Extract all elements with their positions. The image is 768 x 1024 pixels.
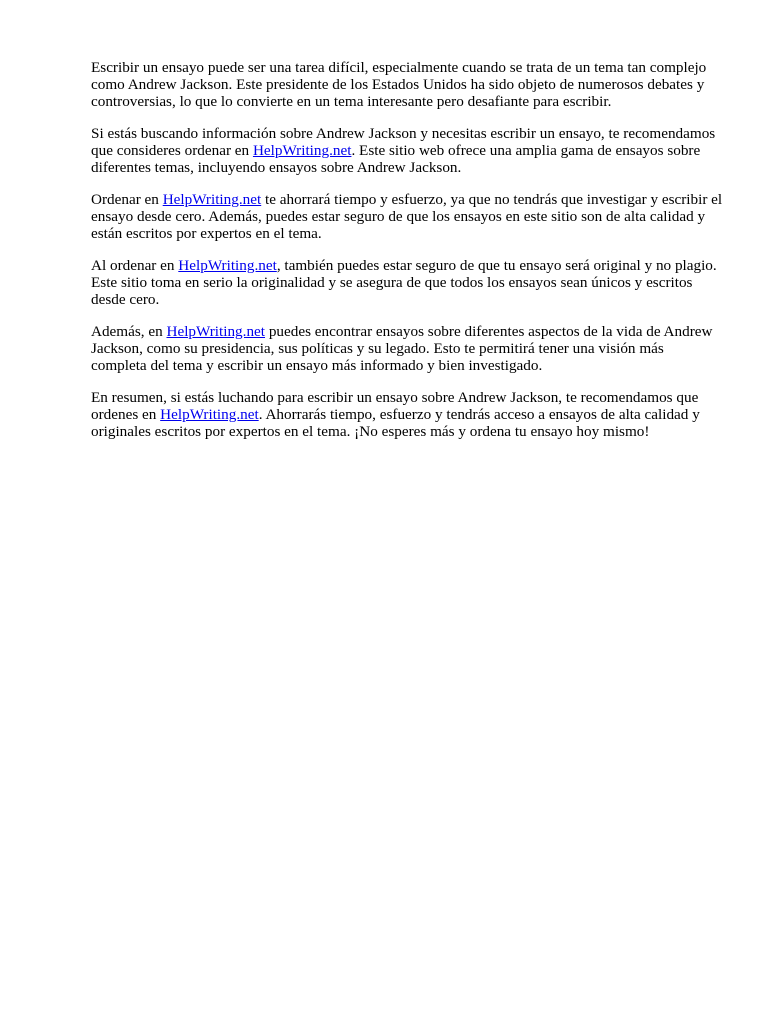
paragraph-5 [91,323,723,374]
paragraph-text: te ahorrará tiempo y esfuerzo, ya que no tendrás que investigar y escribir el ensayo desde cero. Además, puedes estar seguro de que los ensayos en este sitio son de alta calidad y están escritos por expertos en el tema. [91,191,723,242]
paragraph-text: Al ordenar en [91,257,179,274]
paragraph-text: puedes encontrar ensayos sobre diferentes aspectos de la vida de Andrew Jackson, como su presidencia, sus políticas y su legado. Esto te permitirá tener una visión más completa del tema y escribir un ensayo más informado y bien investigado. [91,323,713,374]
paragraph-text: . Ahorrarás tiempo, esfuerzo y tendrás acceso a ensayos de alta calidad y originales escritos por expertos en el tema. ¡No esperes más y ordena tu ensayo hoy mismo! [91,406,700,440]
paragraph-text: Ordenar en [91,191,163,208]
paragraph-4 [91,257,723,308]
paragraph-2 [91,125,723,176]
paragraph-text: Escribir un ensayo puede ser una tarea difícil, especialmente cuando se trata de un tema tan complejo como Andrew Jackson. Este presidente de los Estados Unidos ha sido objeto de numerosos debates y controversias, lo que lo convierte en un tema interesante pero desafiante para escribir. [91,59,707,110]
paragraph-text: Además, en [91,323,167,340]
paragraph-text: , también puedes estar seguro de que tu ensayo será original y no plagio. Este sitio toma en serio la originalidad y se asegura de que todos los ensayos sean únicos y escritos desde cero. [91,257,717,308]
paragraph-6 [91,389,723,440]
paragraph-text: . Este sitio web ofrece una amplia gama de ensayos sobre diferentes temas, incluyendo ensayos sobre Andrew Jackson. [91,142,701,176]
helpwriting-link[interactable]: HelpWriting.net [178,257,277,274]
helpwriting-link[interactable]: HelpWriting.net [252,142,352,159]
document-body [91,59,723,455]
paragraph-1 [91,59,723,110]
paragraph-3 [91,191,723,242]
helpwriting-link[interactable]: HelpWriting.net [160,406,259,423]
paragraph-text: Si estás buscando información sobre Andrew Jackson y necesitas escribir un ensayo, te recomendamos que consideres ordenar en [91,125,716,159]
helpwriting-link[interactable]: HelpWriting.net [162,191,262,208]
helpwriting-link[interactable]: HelpWriting.net [166,323,266,340]
paragraph-text: En resumen, si estás luchando para escribir un ensayo sobre Andrew Jackson, te recomendamos que ordenes en [91,389,699,423]
